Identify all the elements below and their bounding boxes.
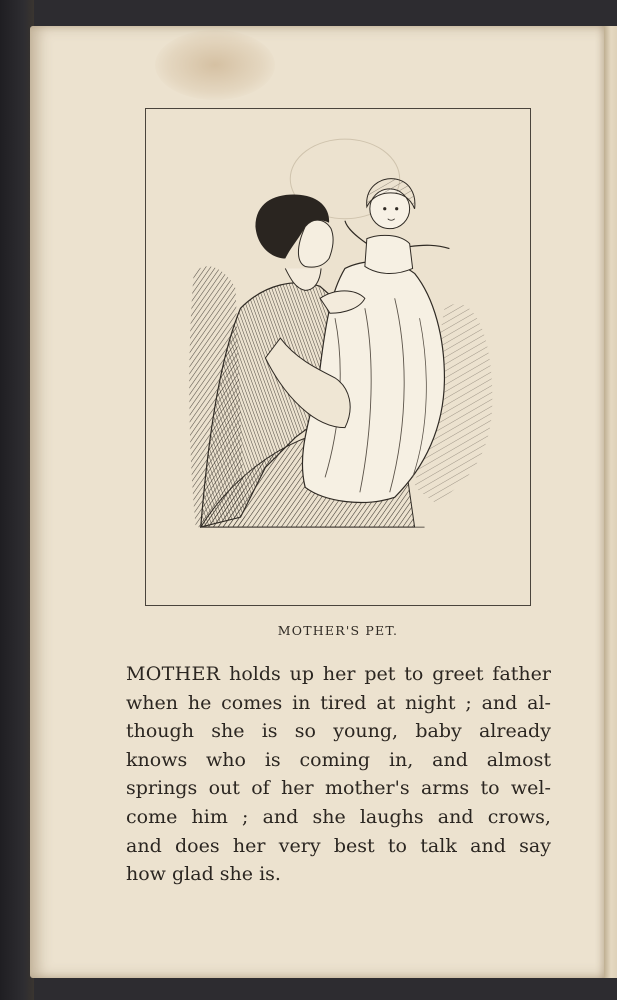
text-word: so: [294, 720, 316, 743]
text-line: [126, 746, 551, 775]
text-word: al-: [527, 691, 551, 714]
text-word: in,: [388, 748, 414, 771]
text-word: she: [219, 863, 254, 886]
text-word: young,: [333, 720, 399, 743]
text-word: and: [126, 834, 162, 857]
text-word: in: [292, 691, 311, 714]
mother-and-baby-illustration: [146, 109, 530, 605]
text-word: almost: [486, 748, 551, 771]
text-line: [126, 774, 551, 803]
text-word: talk: [420, 834, 457, 857]
text-word: her: [322, 663, 356, 685]
illustration-caption: MOTHER'S PET.: [277, 623, 399, 638]
text-word: is: [261, 720, 278, 743]
text-word: mother's: [324, 777, 410, 800]
text-word: her: [281, 777, 314, 800]
text-word: and: [437, 805, 474, 828]
book-cover-edge: [0, 0, 34, 1000]
text-word: she: [211, 720, 245, 743]
text-line: [126, 717, 551, 746]
text-word: at: [376, 691, 396, 714]
text-word: how: [126, 863, 166, 886]
text-word: very: [278, 834, 321, 857]
text-word: ;: [465, 691, 472, 714]
text-word: is: [264, 748, 281, 771]
text-line: [126, 860, 551, 889]
text-word: of: [251, 777, 270, 800]
text-word: ;: [242, 805, 249, 828]
text-word: and: [481, 691, 518, 714]
text-word: best: [333, 834, 375, 857]
text-word: holds: [229, 663, 281, 685]
text-word: say: [519, 834, 551, 857]
water-stain: [155, 30, 275, 100]
text-word: greet: [432, 663, 484, 685]
text-word: father: [492, 663, 551, 685]
text-word: to: [387, 834, 407, 857]
text-word: she: [312, 805, 346, 828]
text-word: to: [404, 663, 424, 685]
text-line: [126, 660, 551, 689]
text-word: to: [480, 777, 500, 800]
text-word: does: [175, 834, 220, 857]
text-word: coming: [299, 748, 371, 771]
text-word: and: [470, 834, 506, 857]
text-word: springs: [126, 777, 198, 800]
text-word: is.: [259, 863, 281, 886]
text-word: her: [232, 834, 266, 857]
text-word: crows,: [487, 805, 551, 828]
text-line: [126, 689, 551, 718]
text-word: MOTHER: [126, 663, 221, 685]
text-word: and: [262, 805, 299, 828]
text-word: knows: [126, 748, 188, 771]
text-word: baby: [415, 720, 462, 743]
text-word: tired: [320, 691, 367, 714]
text-word: and: [432, 748, 468, 771]
text-word: out: [208, 777, 240, 800]
text-word: though: [126, 720, 194, 743]
text-word: wel-: [510, 777, 551, 800]
text-word: up: [289, 663, 315, 685]
text-word: glad: [172, 863, 214, 886]
text-line: [126, 832, 551, 861]
text-word: laughs: [359, 805, 424, 828]
text-word: he: [187, 691, 212, 714]
facing-page-edge: [602, 26, 617, 978]
text-line: [126, 803, 551, 832]
text-word: when: [126, 691, 178, 714]
text-word: arms: [420, 777, 470, 800]
text-word: who: [206, 748, 246, 771]
illustration-plate: [145, 108, 531, 606]
text-word: him: [191, 805, 228, 828]
text-word: night: [405, 691, 456, 714]
text-word: come: [126, 805, 178, 828]
story-paragraph: [126, 660, 551, 889]
text-word: pet: [364, 663, 396, 685]
text-word: already: [478, 720, 551, 743]
text-word: comes: [221, 691, 283, 714]
